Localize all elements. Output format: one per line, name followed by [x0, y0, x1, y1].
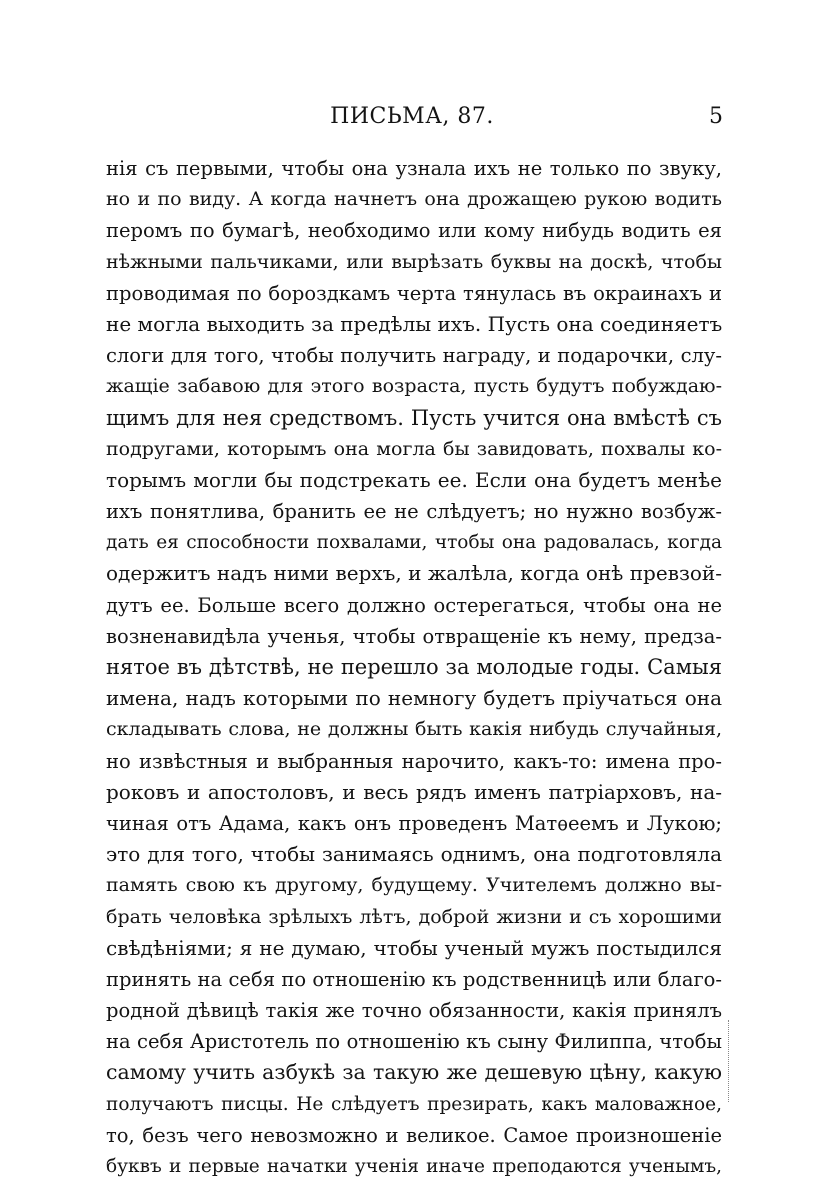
text-line: свѣдѣніями; я не думаю, чтобы ученый мужъ постыдился: [106, 935, 722, 960]
text-line: на себя Аристотель по отношенію къ сыну Филиппа, чтобы: [106, 1030, 722, 1054]
page-edge-mark: [728, 1020, 732, 1102]
text-line: это для того, чтобы занимаясь однимъ, она подготовляла: [106, 842, 722, 867]
text-line: дутъ ее. Больше всего должно остерегаться, чтобы она не: [106, 593, 722, 617]
text-line: щимъ для нея средствомъ. Пусть учится она вмѣстѣ съ: [106, 405, 722, 430]
text-line: нія съ первыми, чтобы она узнала ихъ не только по звуку,: [106, 157, 722, 180]
text-line: торымъ могли бы подстрекать ее. Если она будетъ менѣе: [106, 467, 722, 492]
text-line: самому учить азбукѣ за такую же дешевую цѣну, какую: [106, 1060, 722, 1085]
body-text: [106, 153, 722, 1182]
text-line: складывать слова, не должны быть какія нибудь случайныя,: [106, 718, 722, 741]
text-line: возненавидѣла ученья, чтобы отвращеніе къ нему, предза-: [106, 624, 722, 648]
text-line: подругами, которымъ она могла бы завидовать, похвалы ко-: [106, 437, 722, 460]
text-line: нятое въ дѣтствѣ, не перешло за молодые годы. Самыя: [106, 655, 722, 679]
text-line: но и по виду. А когда начнетъ она дрожащею рукою водить: [106, 188, 722, 211]
text-line: роковъ и апостоловъ, и весь рядъ именъ патріарховъ, на-: [106, 779, 722, 804]
text-line: жащіе забавою для этого возраста, пусть будутъ побуждаю-: [106, 375, 722, 398]
text-line: перомъ по бумагѣ, необходимо или кому нибудь водить ея: [106, 219, 722, 243]
text-line: родной дѣвицѣ такія же точно обязанности, какія принялъ: [106, 999, 722, 1023]
text-line: дать ея способности похвалами, чтобы она радовалась, когда: [106, 532, 722, 554]
text-line: получаютъ писцы. Не слѣдуетъ презирать, какъ маловажное,: [106, 1093, 722, 1115]
text-line: брать человѣка зрѣлыхъ лѣтъ, доброй жизни и съ хорошими: [106, 905, 722, 928]
page-number: 5: [709, 104, 723, 129]
text-line: чиная отъ Адама, какъ онъ проведенъ Матѳеемъ и Лукою;: [106, 811, 722, 835]
text-line: слоги для того, чтобы получить награду, и подарочки, слу-: [106, 344, 722, 368]
text-line: принять на себя по отношенію къ родственницѣ или благо-: [106, 967, 722, 991]
text-line: нѣжными пальчиками, или вырѣзать буквы на доскѣ, чтобы: [106, 250, 722, 273]
text-line: буквъ и первые начатки ученія иначе преподаются ученымъ,: [106, 1156, 722, 1177]
text-line: имена, надъ которыми по немногу будетъ пріучаться она: [106, 686, 722, 711]
text-line: не могла выходить за предѣлы ихъ. Пусть она соединяетъ: [106, 311, 723, 336]
text-line: память свою къ другому, будущему. Учителемъ должно вы-: [106, 874, 722, 897]
text-line: проводимая по бороздкамъ черта тянулась въ окраинахъ и: [106, 281, 722, 305]
text-line: то, безъ чего невозможно и великое. Самое произношеніе: [106, 1123, 722, 1147]
running-header: ПИСЬМА, 87.: [330, 104, 494, 129]
text-line: но извѣстныя и выбранныя нарочито, какъ-то: имена про-: [106, 749, 722, 773]
text-line: одержитъ надъ ними верхъ, и жалѣла, когда онѣ превзой-: [106, 561, 722, 586]
text-line: ихъ понятлива, бранить ее не слѣдуетъ; но нужно возбуж-: [106, 500, 722, 524]
